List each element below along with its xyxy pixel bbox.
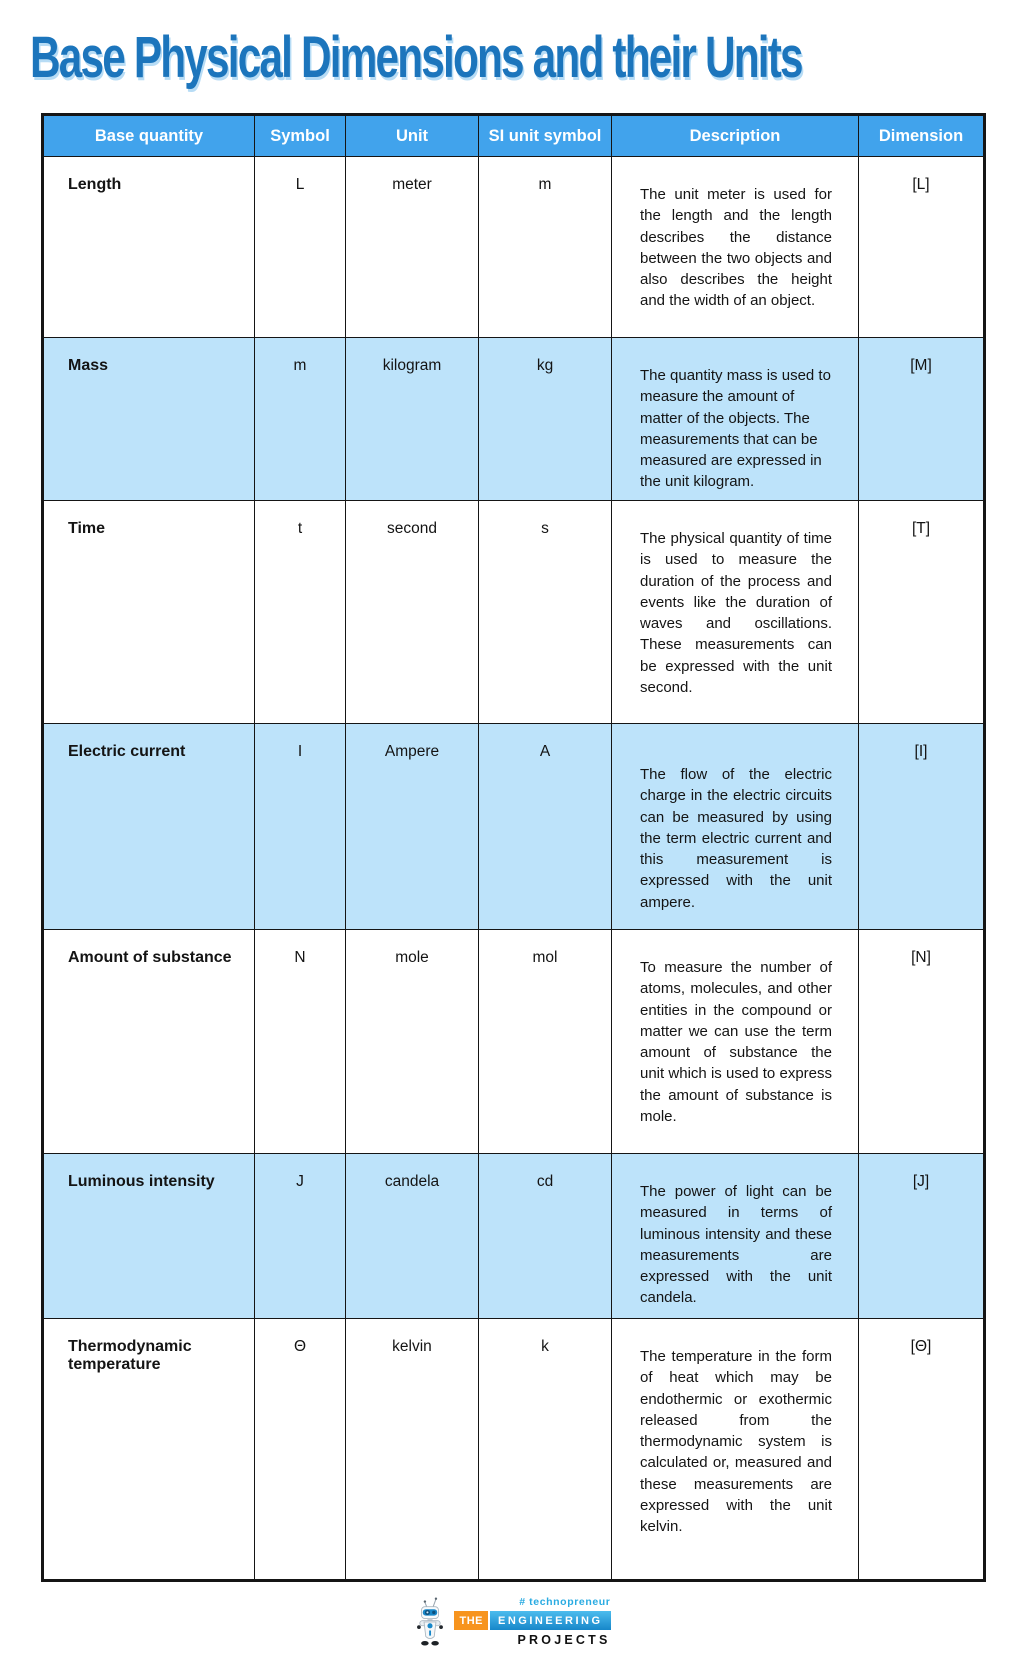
header-description: Description xyxy=(612,115,859,157)
table-row xyxy=(43,1154,985,1319)
cell-dimension: [T] xyxy=(859,501,985,724)
brand-logo xyxy=(0,1596,1024,1648)
cell-dimension: [J] xyxy=(859,1154,985,1319)
cell-description: The physical quantity of time is used to measure the duration of the process and events like the duration of waves and oscillations. These measurements can be expressed with the unit second. xyxy=(612,501,859,724)
cell-unit: candela xyxy=(346,1154,479,1319)
table-header-row xyxy=(43,115,985,157)
cell-dimension: [N] xyxy=(859,930,985,1154)
brand-logo-text xyxy=(454,1596,610,1647)
header-symbol: Symbol xyxy=(255,115,346,157)
cell-si-symbol: s xyxy=(479,501,612,724)
header-unit: Unit xyxy=(346,115,479,157)
cell-quantity: Luminous intensity xyxy=(43,1154,255,1319)
cell-description: To measure the number of atoms, molecules, and other entities in the compound or matter we can use the term amount of substance the unit which is used to express the amount of substance is mole. xyxy=(612,930,859,1154)
table-row xyxy=(43,338,985,501)
cell-description: The flow of the electric charge in the electric circuits can be measured by using the term electric current and this measurement is expressed with the unit ampere. xyxy=(612,724,859,930)
cell-quantity: Length xyxy=(43,157,255,338)
table-row xyxy=(43,930,985,1154)
units-table xyxy=(41,113,986,1582)
cell-dimension: [Θ] xyxy=(859,1319,985,1581)
cell-dimension: [I] xyxy=(859,724,985,930)
cell-unit: Ampere xyxy=(346,724,479,930)
brand-engineering: ENGINEERING xyxy=(490,1611,611,1630)
cell-quantity: Thermodynamic temperature xyxy=(43,1319,255,1581)
cell-si-symbol: k xyxy=(479,1319,612,1581)
cell-si-symbol: kg xyxy=(479,338,612,501)
cell-si-symbol: m xyxy=(479,157,612,338)
cell-si-symbol: mol xyxy=(479,930,612,1154)
cell-symbol: m xyxy=(255,338,346,501)
page-title: Base Physical Dimensions and their Units xyxy=(30,25,802,90)
cell-symbol: t xyxy=(255,501,346,724)
cell-symbol: Θ xyxy=(255,1319,346,1581)
cell-quantity: Mass xyxy=(43,338,255,501)
table-row xyxy=(43,157,985,338)
cell-si-symbol: cd xyxy=(479,1154,612,1319)
cell-symbol: I xyxy=(255,724,346,930)
header-base-quantity: Base quantity xyxy=(43,115,255,157)
cell-quantity: Amount of substance xyxy=(43,930,255,1154)
cell-symbol: L xyxy=(255,157,346,338)
cell-unit: second xyxy=(346,501,479,724)
cell-description: The quantity mass is used to measure the amount of matter of the objects. The measurements that can be measured are expressed in the unit kilogram. xyxy=(612,338,859,501)
cell-unit: kelvin xyxy=(346,1319,479,1581)
brand-projects: PROJECTS xyxy=(517,1633,611,1647)
brand-tagline: # technopreneur xyxy=(519,1596,611,1608)
cell-description: The temperature in the form of heat which may be endothermic or exothermic released from the thermodynamic system is calculated or, measured and these measurements are expressed with the unit kelvin. xyxy=(612,1319,859,1581)
cell-dimension: [M] xyxy=(859,338,985,501)
brand-the: THE xyxy=(454,1611,488,1630)
cell-symbol: J xyxy=(255,1154,346,1319)
table-row xyxy=(43,1319,985,1581)
cell-si-symbol: A xyxy=(479,724,612,930)
cell-description: The unit meter is used for the length and the length describes the distance between the two objects and also describes the height and the width of an object. xyxy=(612,157,859,338)
table-row xyxy=(43,501,985,724)
table-row xyxy=(43,724,985,930)
cell-description: The power of light can be measured in terms of luminous intensity and these measurements are expressed with the unit candela. xyxy=(612,1154,859,1319)
cell-unit: mole xyxy=(346,930,479,1154)
cell-quantity: Time xyxy=(43,501,255,724)
cell-symbol: N xyxy=(255,930,346,1154)
cell-unit: kilogram xyxy=(346,338,479,501)
robot-mascot-icon xyxy=(413,1596,447,1648)
header-dimension: Dimension xyxy=(859,115,985,157)
header-si-unit-symbol: SI unit symbol xyxy=(479,115,612,157)
cell-unit: meter xyxy=(346,157,479,338)
cell-quantity: Electric current xyxy=(43,724,255,930)
brand-name-row xyxy=(454,1611,610,1630)
cell-dimension: [L] xyxy=(859,157,985,338)
